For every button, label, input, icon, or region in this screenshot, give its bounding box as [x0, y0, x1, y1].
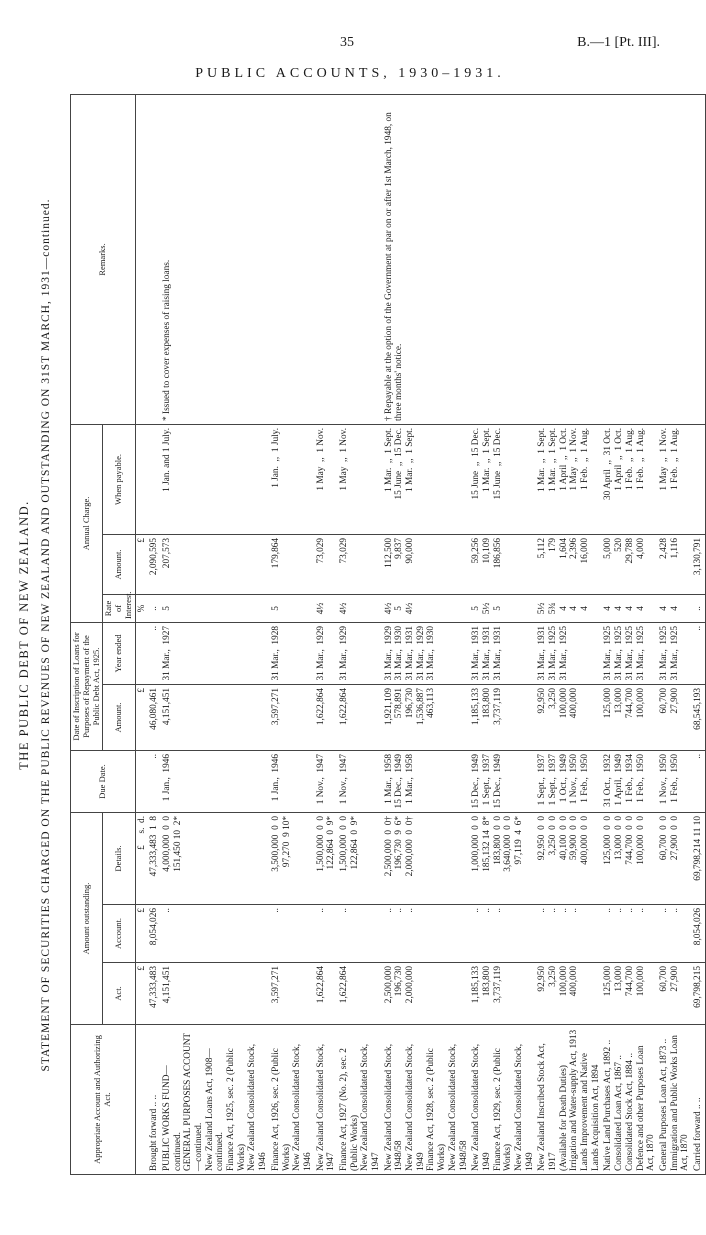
- units-blank: [135, 1025, 148, 1175]
- table-cell-when-payable: [148, 424, 161, 534]
- units-act: £: [135, 963, 148, 1025]
- header-annual-amount: Amount.: [103, 534, 135, 594]
- table-cell-year-ended: ..: [148, 622, 161, 684]
- table-cell-when-payable: 1 Mar. ,, 1 Sept. 15 June ,, 15 Dec. 1 Mar. ,, 1 Sept.: [383, 424, 471, 534]
- table-cell-inscription-amount: 1,622,864: [315, 684, 338, 750]
- table-cell-due-date: 1 Nov., 1950 1 Feb., 1950: [658, 750, 692, 812]
- table-cell-account: Native Land Purchases Act, 1892 .. Consolidated Loan Act, 1867 .. Consolidated Stock Act, 1884 .. Defence and other Purposes Loan Act, 1870: [602, 1025, 657, 1175]
- header-details: Details.: [103, 812, 135, 904]
- table-cell-annual-amount: 3,130,791: [692, 534, 705, 594]
- table-cell-annual-amount: 73,029: [315, 534, 338, 594]
- table-cell-details: 3,500,000 0 0 97,270 9 10*: [270, 812, 315, 904]
- table-cell-details: 92,950 0 0 3,250 0 0 40,100 0 0 59,900 0 0 400,000 0 0: [536, 812, 602, 904]
- table-cell-details: 4,000,000 0 0 151,450 10 2*: [161, 812, 270, 904]
- table-cell-details: 47,333,483 1 8: [148, 812, 161, 904]
- table-cell-when-payable: 15 June ,, 15 Dec. 1 Mar. ,, 1 Sept. 15 June ,, 15 Dec.: [470, 424, 536, 534]
- table-cell-annual-amount: 73,029: [338, 534, 383, 594]
- table-cell-year-ended: 31 Mar., 1931 31 Mar., 1925 31 Mar., 1925: [536, 622, 602, 684]
- header-remarks: Remarks.: [71, 94, 136, 424]
- table-cell-rate: 5 5½ 5: [470, 594, 536, 622]
- table-cell-inscription-amount: 60,700 27,900: [658, 684, 692, 750]
- units-amount: £: [135, 684, 148, 750]
- table-cell-rate: 5: [270, 594, 315, 622]
- table-cell-details: 125,000 0 0 13,000 0 0 744,700 0 0 100,000 0 0: [602, 812, 657, 904]
- header-act: Act.: [103, 963, 135, 1025]
- table-cell-account-amount: ..: [270, 905, 315, 963]
- table-cell-rate: 5: [161, 594, 270, 622]
- table-row: [161, 94, 270, 1174]
- table-cell-remarks: [148, 94, 161, 424]
- table-cell-when-payable: [692, 424, 705, 534]
- table-cell-remarks: [270, 94, 315, 424]
- table-row: [602, 94, 657, 1174]
- table-cell-act: 1,622,864: [338, 963, 383, 1025]
- document-reference: B.—1 [Pt. III].: [577, 35, 660, 50]
- table-cell-account-amount: .. .. .. ..: [602, 905, 657, 963]
- table-cell-year-ended: 31 Mar., 1925 31 Mar., 1925: [658, 622, 692, 684]
- table-row: [383, 94, 471, 1174]
- table-cell-details: 2,500,000 0 0† 196,730 9 6* 2,000,000 0 0†: [383, 812, 471, 904]
- table-cell-year-ended: 31 Mar., 1927: [161, 622, 270, 684]
- table-row: [270, 94, 315, 1174]
- table-cell-year-ended: 31 Mar., 1931 31 Mar., 1931 31 Mar., 1931: [470, 622, 536, 684]
- table-cell-account: New Zealand Consolidated Stock, 1949 Finance Act, 1929, sec. 2 (Public Works) New Zealand Consolidated Stock, 1949: [470, 1025, 536, 1175]
- table-cell-account: Finance Act, 1926, sec. 2 (Public Works) New Zealand Consolidated Stock, 1946: [270, 1025, 315, 1175]
- table-cell-account-amount: .. ..: [658, 905, 692, 963]
- table-cell-account: General Purposes Loan Act, 1873 .. Immigration and Public Works Loan Act, 1870: [658, 1025, 692, 1175]
- table-cell-due-date: 1 Nov., 1947: [338, 750, 383, 812]
- header-amount-outstanding: Amount outstanding.: [71, 812, 103, 1024]
- table-cell-account-amount: ..: [338, 905, 383, 963]
- table-cell-act: 3,597,271: [270, 963, 315, 1025]
- table-cell-due-date: 1 Jan., 1946: [161, 750, 270, 812]
- table-cell-rate: 5½ 5¾ 4 4 4: [536, 594, 602, 622]
- units-when: [135, 424, 148, 534]
- table-cell-account: Carried forward .. ..: [692, 1025, 705, 1175]
- table-cell-remarks: [692, 94, 705, 424]
- table-cell-when-payable: 30 April ,, 31 Oct. 1 April ,, 1 Oct. 1 Feb. ,, 1 Aug. 1 Feb. ,, 1 Aug.: [602, 424, 657, 534]
- table-cell-remarks: † Repayable at the option of the Government at par on or after 1st March, 1948, on three months' notice.: [383, 94, 471, 424]
- table-cell-when-payable: 1 Jan. ,, 1 July.: [270, 424, 315, 534]
- table-cell-rate: 4½: [315, 594, 338, 622]
- table-cell-remarks: [658, 94, 692, 424]
- table-cell-remarks: [338, 94, 383, 424]
- units-rate: %: [135, 594, 148, 622]
- table-cell-inscription-amount: 1,921,109 578,891 196,730 1,536,887 463,113: [383, 684, 471, 750]
- table-cell-annual-amount: 59,256 10,109 186,856: [470, 534, 536, 594]
- table-cell-act: 69,798,215: [692, 963, 705, 1025]
- table-cell-act: 2,500,000 196,730 2,000,000: [383, 963, 471, 1025]
- table-cell-year-ended: 31 Mar., 1929: [338, 622, 383, 684]
- table-cell-rate: ..: [692, 594, 705, 622]
- header-appropriate-account: Appropriate Account and Authorizing Act.: [71, 1025, 136, 1175]
- header-inscription-amount: Amount.: [103, 684, 135, 750]
- units-account: £: [135, 905, 148, 963]
- header-rate: Rate of Interest.: [103, 594, 135, 622]
- units-remarks: [135, 94, 148, 424]
- table-row: [536, 94, 602, 1174]
- table-cell-annual-amount: 5,000 520 29,788 4,000: [602, 534, 657, 594]
- table-cell-due-date: 31 Oct., 1932 1 April, 1949 1 Feb., 1934 1 Feb., 1950: [602, 750, 657, 812]
- table-cell-annual-amount: 179,864: [270, 534, 315, 594]
- table-cell-account-amount: ..: [315, 905, 338, 963]
- table-cell-inscription-amount: 46,080,461: [148, 684, 161, 750]
- table-cell-due-date: 15 Dec., 1949 1 Sept., 1937 15 Dec., 1949: [470, 750, 536, 812]
- table-cell-act: 4,151,451: [161, 963, 270, 1025]
- table-cell-account-amount: ..: [161, 905, 270, 963]
- table-cell-inscription-amount: 125,000 13,000 744,700 100,000: [602, 684, 657, 750]
- table-cell-year-ended: ..: [692, 622, 705, 684]
- table-cell-act: 125,000 13,000 744,700 100,000: [602, 963, 657, 1025]
- table-cell-due-date: 1 Sept., 1937 1 Sept., 1937 1 Oct., 1949 1 Nov., 1950 1 Feb., 1950: [536, 750, 602, 812]
- table-cell-inscription-amount: 3,597,271: [270, 684, 315, 750]
- table-cell-inscription-amount: 1,185,133 183,800 3,737,119: [470, 684, 536, 750]
- header-inscription: Date of Inscription of Loans for Purposes of Repayment of the Public Debt Act, 1925.: [71, 622, 103, 750]
- table-cell-act: 60,700 27,900: [658, 963, 692, 1025]
- table-cell-rate: 4 4 4 4: [602, 594, 657, 622]
- table-cell-account-amount: .. .. ..: [470, 905, 536, 963]
- table-cell-annual-amount: 207,573: [161, 534, 270, 594]
- table-body: [148, 94, 705, 1174]
- table-row: [338, 94, 383, 1174]
- table-cell-year-ended: 31 Mar., 1925 31 Mar., 1925 31 Mar., 1925 31 Mar., 1925: [602, 622, 657, 684]
- table-cell-details: 1,500,000 0 0 122,864 0 9*: [338, 812, 383, 904]
- section-title: PUBLIC ACCOUNTS, 1930–1931.: [195, 66, 505, 81]
- table-cell-act: 1,185,133 183,800 3,737,119: [470, 963, 536, 1025]
- table-cell-details: 60,700 0 0 27,900 0 0: [658, 812, 692, 904]
- units-annual: £: [135, 534, 148, 594]
- table-row: [470, 94, 536, 1174]
- table-cell-when-payable: 1 May ,, 1 Nov. 1 Feb. ,, 1 Aug.: [658, 424, 692, 534]
- header-year-ended: Year ended: [103, 622, 135, 684]
- table-cell-year-ended: 31 Mar., 1928: [270, 622, 315, 684]
- header-due-date: Due Date.: [71, 750, 136, 812]
- securities-table: [70, 94, 706, 1175]
- table-cell-account: Finance Act, 1927 (No. 2), sec. 2 (Public Works) New Zealand Consolidated Stock, 1947: [338, 1025, 383, 1175]
- table-cell-annual-amount: 2,090,595: [148, 534, 161, 594]
- table-cell-remarks: [315, 94, 338, 424]
- table-cell-remarks: [536, 94, 602, 424]
- units-due: [135, 750, 148, 812]
- table-cell-details: 1,000,000 0 0 185,132 14 8* 183,800 0 0 3,640,000 0 0 97,119 4 6*: [470, 812, 536, 904]
- header-annual-charge: Annual Charge.: [71, 424, 103, 622]
- table-cell-account-amount: 8,054,026: [148, 905, 161, 963]
- table-cell-rate: 4½: [338, 594, 383, 622]
- table-cell-account: Brought forward .. ..: [148, 1025, 161, 1175]
- table-cell-act: 1,622,864: [315, 963, 338, 1025]
- table-cell-inscription-amount: 68,545,193: [692, 684, 705, 750]
- table-cell-account-amount: 8,054,026: [692, 905, 705, 963]
- table-cell-rate: ..: [148, 594, 161, 622]
- rotated-table-container: [70, 95, 703, 1175]
- table-cell-account: New Zealand Inscribed Stock Act, 1917 (Available for Death Duties) Irrigation and Water-supply Act, 1913 Lands Improvement and Native Lands Acquisition Act, 1894: [536, 1025, 602, 1175]
- table-cell-account-amount: .. .. ..: [383, 905, 471, 963]
- header-account: Account.: [103, 905, 135, 963]
- table-cell-due-date: ..: [692, 750, 705, 812]
- table-cell-account: New Zealand Consolidated Stock, 1948/58 New Zealand Consolidated Stock, 1949 Finance Act, 1928, sec. 2 (Public Works) New Zealand Consolidated Stock, 1948/58: [383, 1025, 471, 1175]
- table-row: [148, 94, 161, 1174]
- table-cell-inscription-amount: 1,622,864: [338, 684, 383, 750]
- table-cell-due-date: 1 Jan., 1946: [270, 750, 315, 812]
- header-when-payable: When payable.: [103, 424, 135, 534]
- table-cell-inscription-amount: 4,151,451: [161, 684, 270, 750]
- table-cell-year-ended: 31 Mar., 1929 31 Mar., 1930 31 Mar., 1931 31 Mar., 1929 31 Mar., 1930: [383, 622, 471, 684]
- table-cell-when-payable: 1 May ,, 1 Nov.: [315, 424, 338, 534]
- table-cell-annual-amount: 112,500 9,837 90,000: [383, 534, 471, 594]
- table-cell-when-payable: 1 Jan. and 1 July.: [161, 424, 270, 534]
- table-cell-details: 1,500,000 0 0 122,864 0 9*: [315, 812, 338, 904]
- table-cell-year-ended: 31 Mar., 1929: [315, 622, 338, 684]
- table-cell-due-date: 1 Mar., 1958 15 Dec., 1949 1 Mar., 1958: [383, 750, 471, 812]
- page-number: 35: [340, 35, 354, 50]
- table-cell-act: 92,950 3,250 100,000 400,000: [536, 963, 602, 1025]
- table-cell-annual-amount: 2,428 1,116: [658, 534, 692, 594]
- table-cell-due-date: ..: [148, 750, 161, 812]
- table-cell-remarks: * Issued to cover expenses of raising loans.: [161, 94, 270, 424]
- table-cell-when-payable: 1 Mar. ,, 1 Sept. 1 Mar. ,, 1 Sept. 1 April ,, 1 Oct. 1 May ,, 1 Nov. 1 Feb. ,, 1 Aug.: [536, 424, 602, 534]
- table-cell-inscription-amount: 92,950 3,250 100,000 400,000: [536, 684, 602, 750]
- table-title: THE PUBLIC DEBT OF NEW ZEALAND.: [17, 500, 31, 770]
- table-cell-account: PUBLIC WORKS FUND—continued. GENERAL PURPOSES ACCOUNT—continued. New Zealand Loans Act, 1908—continued. Finance Act, 1925, sec. 2 (Public Works) New Zealand Consolidated Stock, 1946: [161, 1025, 270, 1175]
- table-row: [658, 94, 692, 1174]
- units-details: £ s. d.: [135, 812, 148, 904]
- table-cell-remarks: [470, 94, 536, 424]
- table-cell-act: 47,333,483: [148, 963, 161, 1025]
- table-row: [315, 94, 338, 1174]
- units-year: [135, 622, 148, 684]
- table-cell-details: 69,798,214 11 10: [692, 812, 705, 904]
- table-cell-rate: 4½ 5 4½: [383, 594, 471, 622]
- table-cell-account: New Zealand Consolidated Stock, 1947: [315, 1025, 338, 1175]
- table-cell-account-amount: .. .. .. ..: [536, 905, 602, 963]
- table-cell-rate: 4 4: [658, 594, 692, 622]
- table-cell-remarks: [602, 94, 657, 424]
- table-cell-due-date: 1 Nov., 1947: [315, 750, 338, 812]
- table-cell-when-payable: 1 May ,, 1 Nov.: [338, 424, 383, 534]
- table-cell-annual-amount: 5,112 179 1,604 2,396 16,000: [536, 534, 602, 594]
- table-subtitle: STATEMENT OF SECURITIES CHARGED ON THE PUBLIC REVENUES OF NEW ZEALAND AND OUTSTANDING ON 31ST MARCH, 1931—continued.: [40, 198, 52, 1072]
- table-row: [692, 94, 705, 1174]
